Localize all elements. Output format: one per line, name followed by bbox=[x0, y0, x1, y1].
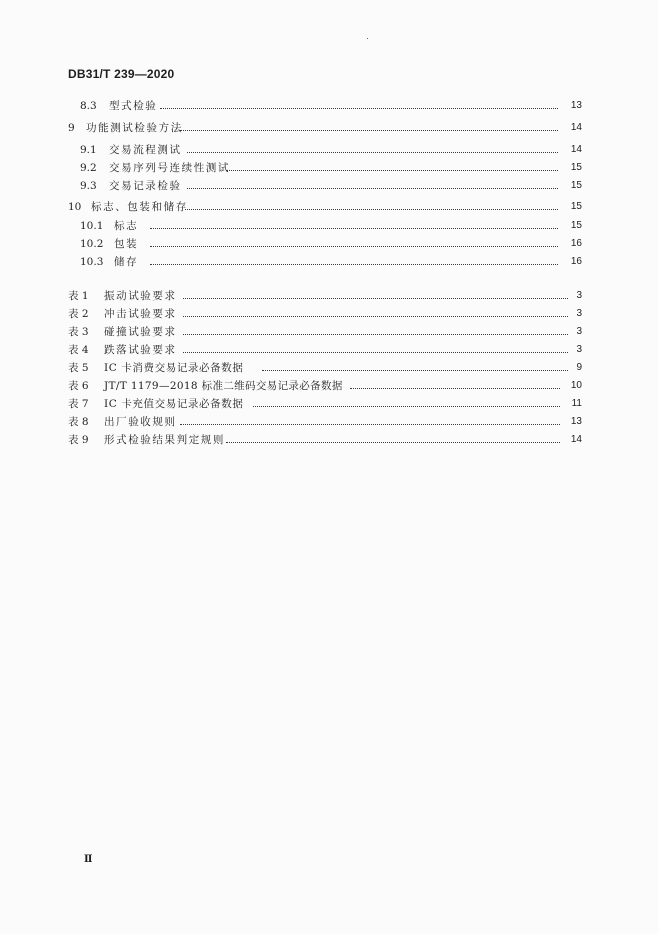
table-list-title: IC 卡充值交易记录必备数据 bbox=[104, 398, 244, 410]
table-list-number: 表 3 bbox=[68, 326, 89, 338]
toc-entry[interactable] bbox=[0, 178, 658, 194]
standard-code-header: DB31/T 239—2020 bbox=[68, 67, 175, 81]
toc-entry-page: 16 bbox=[570, 256, 582, 267]
scan-speck bbox=[367, 38, 368, 39]
table-list-leader bbox=[183, 352, 568, 353]
toc-entry-title: 储存 bbox=[114, 256, 139, 268]
toc-entry-page: 14 bbox=[570, 144, 582, 155]
table-list-leader bbox=[262, 370, 568, 371]
toc-entry[interactable] bbox=[0, 254, 658, 270]
table-list-page: 11 bbox=[571, 398, 582, 409]
table-list-title: JT/T 1179—2018 标准二维码交易记录必备数据 bbox=[104, 380, 343, 392]
table-list-page: 9 bbox=[576, 362, 582, 373]
toc-entry-number: 10.3 bbox=[80, 256, 104, 268]
table-list-title: 碰撞试验要求 bbox=[104, 326, 177, 338]
toc-leader bbox=[150, 246, 558, 247]
toc-entry-number: 9.2 bbox=[80, 162, 97, 174]
toc-entry-page: 15 bbox=[570, 201, 582, 212]
toc-leader bbox=[226, 170, 558, 171]
toc-entry-title: 型式检验 bbox=[109, 100, 158, 112]
table-list-leader bbox=[350, 388, 560, 389]
toc-entry[interactable] bbox=[0, 199, 658, 215]
table-list-page: 3 bbox=[576, 326, 582, 337]
table-list-title: IC 卡消费交易记录必备数据 bbox=[104, 362, 244, 374]
table-list-title: 振动试验要求 bbox=[104, 290, 177, 302]
table-list-page: 14 bbox=[570, 434, 582, 445]
toc-leader bbox=[185, 209, 558, 210]
toc-leader bbox=[150, 264, 558, 265]
toc-entry-page: 14 bbox=[570, 122, 582, 133]
toc-entry[interactable] bbox=[0, 142, 658, 158]
table-list-title: 出厂验收规则 bbox=[104, 416, 177, 428]
toc-entry-page: 15 bbox=[570, 220, 582, 231]
table-list-entry[interactable] bbox=[0, 378, 658, 394]
toc-entry-page: 15 bbox=[570, 162, 582, 173]
toc-entry-number: 9.1 bbox=[80, 144, 97, 156]
table-list-number: 表 9 bbox=[68, 434, 89, 446]
table-list-number: 表 6 bbox=[68, 380, 89, 392]
table-list-entry[interactable] bbox=[0, 324, 658, 340]
table-list-page: 3 bbox=[576, 344, 582, 355]
table-list-title: 冲击试验要求 bbox=[104, 308, 177, 320]
table-list-number: 表 1 bbox=[68, 290, 89, 302]
toc-entry-title: 交易流程测试 bbox=[109, 144, 182, 156]
table-list-leader bbox=[226, 442, 560, 443]
table-list-title: 形式检验结果判定规则 bbox=[104, 434, 225, 446]
table-list-entry[interactable] bbox=[0, 360, 658, 376]
toc-leader bbox=[187, 188, 558, 189]
table-list-leader bbox=[180, 424, 560, 425]
table-list-leader bbox=[253, 406, 560, 407]
toc-entry-number: 10.2 bbox=[80, 238, 104, 250]
toc-entry-number: 9.3 bbox=[80, 180, 97, 192]
toc-entry-page: 13 bbox=[570, 100, 582, 111]
table-list-title: 跌落试验要求 bbox=[104, 344, 177, 356]
table-list-entry[interactable] bbox=[0, 342, 658, 358]
table-list-leader bbox=[183, 334, 568, 335]
toc-entry-title: 包装 bbox=[114, 238, 139, 250]
table-list-leader bbox=[183, 316, 568, 317]
table-list-number: 表 5 bbox=[68, 362, 89, 374]
toc-leader bbox=[187, 152, 558, 153]
toc-leader bbox=[160, 108, 558, 109]
toc-leader bbox=[180, 130, 558, 131]
toc-entry-page: 15 bbox=[570, 180, 582, 191]
toc-entry[interactable] bbox=[0, 98, 658, 114]
table-list-page: 3 bbox=[576, 290, 582, 301]
table-list-number: 表 7 bbox=[68, 398, 89, 410]
toc-entry-title: 标志、包装和储存 bbox=[91, 201, 188, 213]
footer-page-number: Ⅱ bbox=[84, 854, 93, 865]
table-list-number: 表 8 bbox=[68, 416, 89, 428]
toc-leader bbox=[150, 228, 558, 229]
toc-entry-title: 功能测试检验方法 bbox=[86, 122, 183, 134]
toc-entry-title: 交易序列号连续性测试 bbox=[109, 162, 230, 174]
table-list-entry[interactable] bbox=[0, 414, 658, 430]
table-list-leader bbox=[183, 298, 568, 299]
toc-entry[interactable] bbox=[0, 160, 658, 176]
table-list-page: 3 bbox=[576, 308, 582, 319]
table-list-entry[interactable] bbox=[0, 306, 658, 322]
table-list-entry[interactable] bbox=[0, 432, 658, 448]
table-list-number: 表 4 bbox=[68, 344, 89, 356]
table-list-page: 10 bbox=[570, 380, 582, 391]
table-list-entry[interactable] bbox=[0, 396, 658, 412]
toc-entry[interactable] bbox=[0, 218, 658, 234]
table-list-page: 13 bbox=[570, 416, 582, 427]
table-list-number: 表 2 bbox=[68, 308, 89, 320]
toc-entry-page: 16 bbox=[570, 238, 582, 249]
table-list-entry[interactable] bbox=[0, 288, 658, 304]
toc-entry-title: 交易记录检验 bbox=[109, 180, 182, 192]
toc-entry-number: 9 bbox=[68, 122, 75, 134]
toc-entry-number: 10.1 bbox=[80, 220, 104, 232]
toc-entry-number: 8.3 bbox=[80, 100, 97, 112]
toc-entry[interactable] bbox=[0, 120, 658, 136]
toc-entry-number: 10 bbox=[68, 201, 82, 213]
toc-entry-title: 标志 bbox=[114, 220, 139, 232]
toc-entry[interactable] bbox=[0, 236, 658, 252]
